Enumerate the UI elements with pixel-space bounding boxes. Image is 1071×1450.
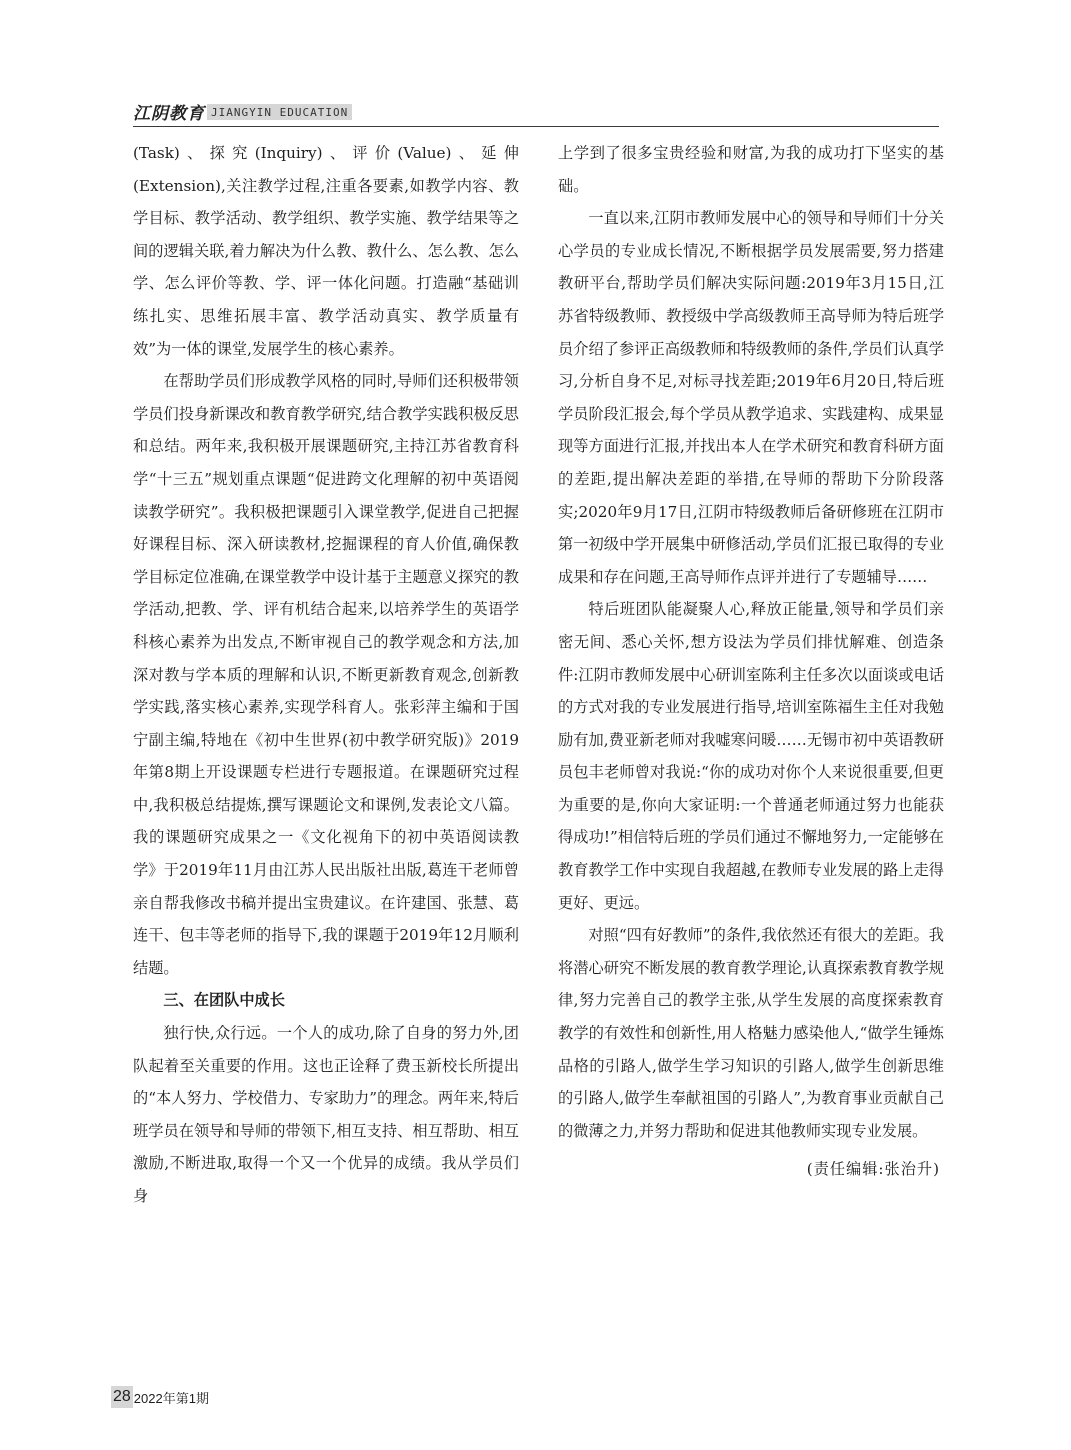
paragraph: 在帮助学员们形成教学风格的同时,导师们还积极带领学员们投身新课改和教育教学研究,结合教学实践积极反思和总结。两年来,我积极开展课题研究,主持江苏省教育科学“十三五”规划重点课题“促进跨文化理解的初中英语阅读教学研究”。我积极把课题引入课堂教学,促进自己把握好课程目标、深入研读教材,挖掘课程的育人价值,确保教学目标定位准确,在课堂教学中设计基于主题意义探究的教学活动,把教、学、评有机结合起来,以培养学生的英语学科核心素养为出发点,不断审视自己的教学观念和方法,加深对教与学本质的理解和认识,不断更新教育观念,创新教学实践,落实核心素养,实现学科育人。张彩萍主编和于国宁副主编,特地在《初中生世界(初中教学研究版)》2019年第8期上开设课题专栏进行专题报道。在课题研究过程中,我积极总结提炼,撰写课题论文和课例,发表论文八篇。我的课题研究成果之一《文化视角下的初中英语阅读教学》于2019年11月由江苏人民出版社出版,葛连干老师曾亲自帮我修改书稿并提出宝贵建议。在许建国、张慧、葛连干、包丰等老师的指导下,我的课题于2019年12月顺利结题。 — [133, 372, 519, 977]
journal-logo: 江阴教育 — [133, 104, 205, 124]
header-rule — [133, 126, 939, 127]
page-number: 28 — [111, 1386, 133, 1408]
paragraph: 特后班团队能凝聚人心,释放正能量,领导和学员们亲密无间、悉心关怀,想方设法为学员们排忧解难、创造条件:江阴市教师发展中心研训室陈利主任多次以面谈或电话的方式对我的专业发展进行指导,培训室陈福生主任对我勉励有加,费亚新老师对我嘘寒问暖……无锡市初中英语教研员包丰老师曾对我说:“你的成功对你个人来说很重要,但更为重要的是,你向大家证明:一个普通老师通过努力也能获得成功!”相信特后班的学员们通过不懈地努力,一定能够在教育教学工作中实现自我超越,在教师专业发展的路上走得更好、更远。 — [558, 600, 944, 912]
issue-label: 2022年第1期 — [133, 1390, 209, 1406]
paragraph: 上学到了很多宝贵经验和财富,为我的成功打下坚实的基础。 — [558, 144, 944, 195]
right-column — [558, 137, 944, 1186]
editor-credit: (责任编辑:张治升) — [806, 1160, 940, 1179]
section-heading: 三、在团队中成长 — [163, 991, 285, 1010]
journal-name-english: JIANGYIN EDUCATION — [207, 104, 352, 120]
paragraph: 独行快,众行远。一个人的成功,除了自身的努力外,团队起着至关重要的作用。这也正诠释了费玉新校长所提出的“本人努力、学校借力、专家助力”的理念。两年来,特后班学员在领导和导师的带领下,相互支持、相互帮助、相互激励,不断进取,取得一个又一个优异的成绩。我从学员们身 — [133, 1024, 519, 1205]
paragraph: (Task)、探究(Inquiry)、评价(Value)、延伸(Extension),关注教学过程,注重各要素,如教学内容、教学目标、教学活动、教学组织、教学实施、教学结果等之间的逻辑关联,着力解决为什么教、教什么、怎么教、怎么学、怎么评价等教、学、评一体化问题。打造融“基础训练扎实、思维拓展丰富、教学活动真实、教学质量有效”为一体的课堂,发展学生的核心素养。 — [133, 144, 519, 358]
paragraph: 对照“四有好教师”的条件,我依然还有很大的差距。我将潜心研究不断发展的教育教学理论,认真探索教育教学规律,努力完善自己的教学主张,从学生发展的高度探索教育教学的有效性和创新性,用人格魅力感染他人,“做学生锤炼品格的引路人,做学生学习知识的引路人,做学生创新思维的引路人,做学生奉献祖国的引路人”,为教育事业贡献自己的微薄之力,并努力帮助和促进其他教师实现专业发展。 — [558, 926, 944, 1140]
journal-header — [133, 99, 352, 124]
page-footer — [111, 1386, 209, 1408]
paragraph: 一直以来,江阴市教师发展中心的领导和导师们十分关心学员的专业成长情况,不断根据学员发展需要,努力搭建教研平台,帮助学员们解决实际问题:2019年3月15日,江苏省特级教师、教授级中学高级教师王高导师为特后班学员介绍了参评正高级教师和特级教师的条件,学员们认真学习,分析自身不足,对标寻找差距;2019年6月20日,特后班学员阶段汇报会,每个学员从教学追求、实践建构、成果显现等方面进行汇报,并找出本人在学术研究和教育科研方面的差距,提出解决差距的举措,在导师的帮助下分阶段落实;2020年9月17日,江阴市特级教师后备研修班在江阴市第一初级中学开展集中研修活动,学员们汇报已取得的专业成果和存在问题,王高导师作点评并进行了专题辅导…… — [558, 209, 944, 586]
left-column — [133, 137, 519, 1213]
